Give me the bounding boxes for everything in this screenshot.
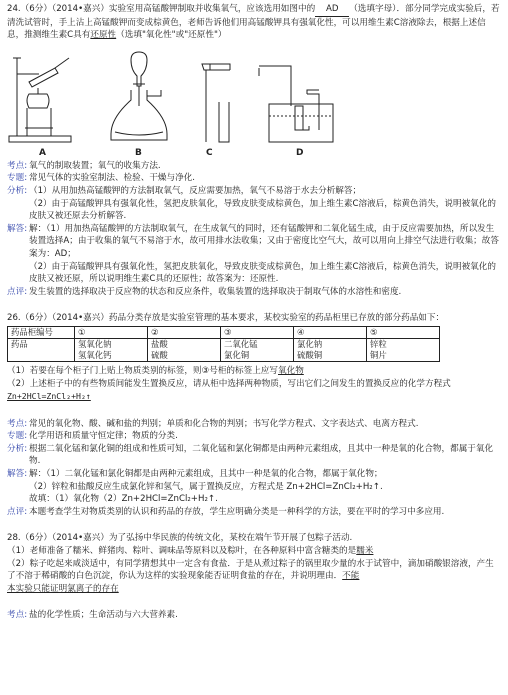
table-header-cell: ⑤: [367, 326, 440, 338]
apparatus-figure: [7, 46, 501, 160]
q24-jieda-line-2: （2）由于高锰酸钾具有强氧化性，氢把皮肤氧化，导致皮肤变成棕黄色，加上维生素C溶液后，棕黄色消失，说明被氧化的皮肤又被还原，所以说明维生素C具的还原性；故答案为：还原性.: [29, 261, 496, 285]
q28-sub2-answer: 不能: [342, 571, 360, 582]
table-header-cell: 药品柜编号: [8, 326, 75, 338]
q24-kaodian: [7, 160, 501, 173]
q26-sub1: （1）若要在每个柜子门上贴上物质类别的标签，则③号柜的标签上应写氧化物: [7, 365, 304, 376]
table-cell: 锌粒 铜片: [367, 338, 440, 361]
table-row: [8, 338, 440, 361]
table-cell: 氢氧化钠 氢氧化钙: [75, 338, 148, 361]
apparatus-a-drawing: [9, 58, 71, 142]
q24-zhuanti: [7, 172, 501, 185]
apparatus-label-c: C: [206, 147, 213, 158]
q26-stem: 26.（6分）（2014•嘉兴）药品分类存放是实验室管理的基本要求，某校实验室的药品柜里已存放的部分药品如下：: [7, 313, 445, 324]
q24-jieda-line-1: 解：（1）用加热高锰酸钾的方法制取氧气，在生成氧气的同时，还有锰酸钾和二氧化锰生成，由于反应需要加热，所以发生装置选择A；由于收集的氧气不易溶于水，故可用排水法收集；又由于密度比空气大，故可以用向上排空气法进行收集；故答案为：AD；: [29, 223, 499, 259]
apparatus-d-drawing: [259, 66, 333, 142]
table-cell: 二氧化锰 氯化铜: [221, 338, 294, 361]
table-row-label: 药品: [8, 338, 75, 361]
q24-stem-part3: （选填"氧化性"或"还原性"）: [116, 30, 227, 41]
q24-answer-1: AD: [315, 3, 349, 17]
apparatus-b-drawing: [111, 52, 167, 140]
q24-dianping-key: 点评:: [7, 286, 28, 297]
q24-answer-2: 还原性: [90, 30, 117, 41]
q28-sub1: （1）老师准备了糯米、鲜猪肉、粽叶、调味品等原料以及粽叶，在各种原料中富含糖类的是糯米: [7, 546, 374, 557]
q26-dianping: 点评: 本题考查学生对物质类别的认识和药品的存放，学生应明确分类是一种科学的方法，要在平时的学习中多应用.: [7, 506, 445, 517]
apparatus-c-drawing: [202, 64, 230, 142]
q26-sub2-answer: Zn+2HCl=ZnCl₂+H₂↑: [7, 391, 91, 402]
q24-stem-part1: 24.（6分）（2014•嘉兴）实验室用高锰酸钾制取并收集氧气，应该选用如图中的: [7, 4, 316, 14]
q24-fenxi-key: 分析:: [7, 185, 28, 196]
q24-jieda: [7, 223, 501, 286]
q28-sub2: （2）粽子吃起来咸淡适中，有同学猜想其中一定含有食盐．于是从煮过粽子的锅里取少量的水于试管中，滴加硝酸银溶液，产生了不溶于稀硝酸的白色沉淀，你认为这样的实验现象能否证明食盐的存在，并说明理由．不能: [7, 558, 494, 582]
table-header-row: [8, 326, 440, 338]
q26-kaodian: 考点: 常见的氧化物、酸、碱和盐的判别；单质和化合物的判别；书写化学方程式、文字表达式、电离方程式.: [7, 418, 419, 429]
q24-fenxi-line-1: （1）从用加热高锰酸钾的方法制取氧气，反应需要加热，氧气不易溶于水去分析解答；: [29, 185, 362, 196]
table-cell: 氯化钠 硫酸铜: [294, 338, 367, 361]
q26-jieda: 解答: 解：（1）二氧化锰和氯化铜都是由两种元素组成，且其中一种是氧的化合物，都属于氧化物； （2）锌粒和盐酸反应生成氯化锌和氢气，属于置换反应，方程式是 Zn+2HCl=ZnCl₂+H₂↑. 故填：（1）氧化物（2）Zn+2HCl=ZnCl₂+H₂↑.: [7, 469, 383, 505]
q24-kaodian-text: 氧气的制取装置；氧气的收集方法.: [29, 160, 161, 171]
q28-kaodian: 考点: 盐的化学性质；生命活动与六大营养素.: [7, 610, 178, 621]
q26-sub1-answer: 氧化物: [278, 365, 304, 376]
q24-zhuanti-text: 常见气体的实验室制法、检验、干燥与净化.: [29, 173, 196, 184]
q26-zhuanti: 专题: 化学用语和质量守恒定律；物质的分类.: [7, 431, 178, 442]
q24-dianping: [7, 286, 501, 299]
q28-sub1-answer: 糯米: [356, 546, 374, 557]
q24-fenxi: [7, 185, 501, 223]
q24-zhuanti-key: 专题:: [7, 173, 28, 184]
q26-fenxi: 分析: 根据二氧化锰和氯化铜的组成和性质可知，二氧化锰和氯化铜都是由两种元素组成，且其中一种是氧的化合物，都属于氧化物.: [7, 443, 494, 467]
table-header-cell: ①: [75, 326, 148, 338]
q24-stem-part2: （选填字母）．部分同学完成实验后，若清洗试管时，手上沾上高锰酸钾而变成棕黄色，老师告诉他们用高锰酸钾具有强氧化性，可以用维生素C溶液除去，根据上述信息，推测维生素C具有: [7, 4, 500, 41]
medicine-cabinet-table: [7, 326, 440, 362]
q24-jieda-key: 解答:: [7, 223, 28, 234]
apparatus-label-a: A: [39, 147, 46, 158]
q24-dianping-text: 发生装置的选择取决于反应物的状态和反应条件，收集装置的选择取决于制取气体的水溶性和密度.: [29, 286, 402, 297]
q24-stem: [7, 3, 501, 42]
table-header-cell: ④: [294, 326, 367, 338]
apparatus-label-b: B: [135, 147, 142, 158]
table-cell: 盐酸 硫酸: [148, 338, 221, 361]
apparatus-label-d: D: [296, 147, 304, 158]
q26-sub2: （2）上述柜子中的有些物质间能发生置换反应，请从柜中选择两种物质，写出它们之间发生的置换反应的化学方程式 Zn+2HCl=ZnCl₂+H₂↑: [7, 378, 451, 402]
table-header-cell: ②: [148, 326, 221, 338]
q24-fenxi-line-2: （2）由于高锰酸钾具有强氧化性，氢把皮肤氧化，导致皮肤变成棕黄色，加上维生素C溶液后，棕黄色消失，说明被氧化的皮肤又被还原去分析解答.: [29, 198, 496, 222]
q28-sub2-reason: 本实验只能证明氯离子的存在: [7, 583, 119, 594]
table-header-cell: ③: [221, 326, 294, 338]
q28-stem: 28.（6分）（2014•嘉兴）为了弘扬中华民族的传统文化，某校在端午节开展了包粽子活动.: [7, 533, 353, 544]
apparatus-drawing: [7, 46, 501, 160]
q24-kaodian-key: 考点:: [7, 160, 28, 171]
